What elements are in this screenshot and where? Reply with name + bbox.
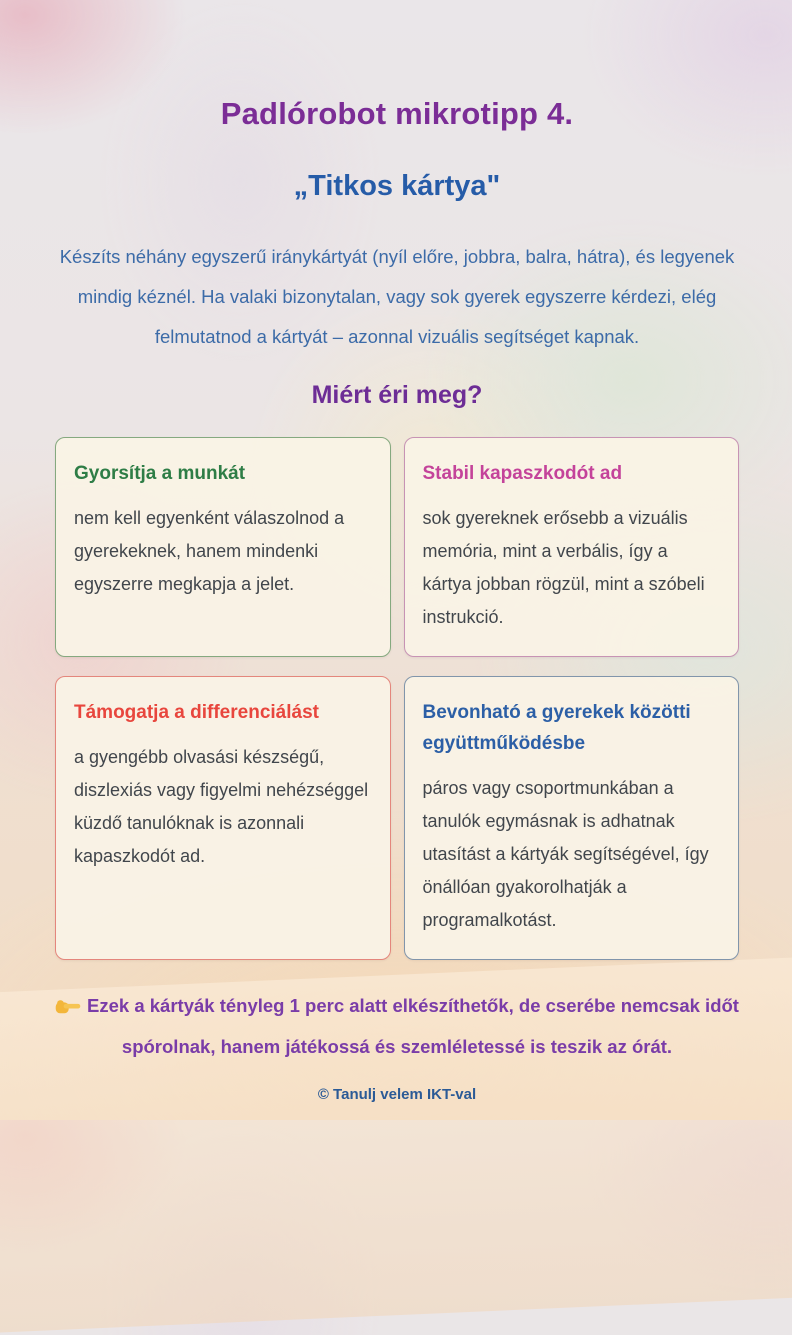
benefit-card-title: Bevonható a gyerekek közötti együttműködésbe xyxy=(422,702,691,754)
benefit-card-body: páros vagy csoportmunkában a tanulók egymásnak is adhatnak utasítást a kártyák segítségével, így önállóan gyakorolhatják a programalkotást. xyxy=(422,778,709,930)
intro-paragraph: Készíts néhány egyszerű iránykártyát (nyíl előre, jobbra, balra, hátra), és legyenek mindig kéznél. Ha valaki bizonytalan, vagy sok gyerek egyszerre kérdezi, elég felmutatnod a kártyát – azonnal vizuális segítséget kapnak. xyxy=(59,246,735,347)
benefit-card-title: Gyorsítja a munkát xyxy=(74,463,246,484)
benefit-card-body: nem kell egyenként válaszolnod a gyerekeknek, hanem mindenki egyszerre megkapja a jelet. xyxy=(74,508,345,594)
benefit-card-anchor xyxy=(404,437,740,657)
closing-note xyxy=(55,987,739,1065)
page-subtitle: „Titkos kártya" xyxy=(293,170,501,202)
benefit-card-collaboration xyxy=(404,676,740,960)
benefit-card-speed xyxy=(55,437,391,657)
benefit-card-title: Stabil kapaszkodót ad xyxy=(422,463,623,484)
copyright-line: © Tanulj velem IKT-val xyxy=(317,1086,477,1103)
section-heading: Miért éri meg? xyxy=(311,381,483,409)
page-title: Padlórobot mikrotipp 4. xyxy=(220,96,574,131)
benefit-card-body: a gyengébb olvasási készségű, diszlexiás vagy figyelmi nehézséggel küzdő tanulóknak is azonnali kapaszkodót ad. xyxy=(74,747,369,866)
closing-note-text: Ezek a kártyák tényleg 1 perc alatt elkészíthetők, de cserébe nemcsak időt spórolnak, hanem játékossá és szemléletessé is teszik az órát. xyxy=(87,995,739,1057)
benefit-card-body: sok gyereknek erősebb a vizuális memória, mint a verbális, így a kártya jobban rögzül, mint a szóbeli instrukció. xyxy=(422,508,705,627)
benefit-card-differentiation xyxy=(55,676,391,960)
pointing-finger-icon xyxy=(55,991,81,1028)
benefit-cards-grid xyxy=(55,437,739,960)
benefit-card-title: Támogatja a differenciálást xyxy=(74,702,319,723)
